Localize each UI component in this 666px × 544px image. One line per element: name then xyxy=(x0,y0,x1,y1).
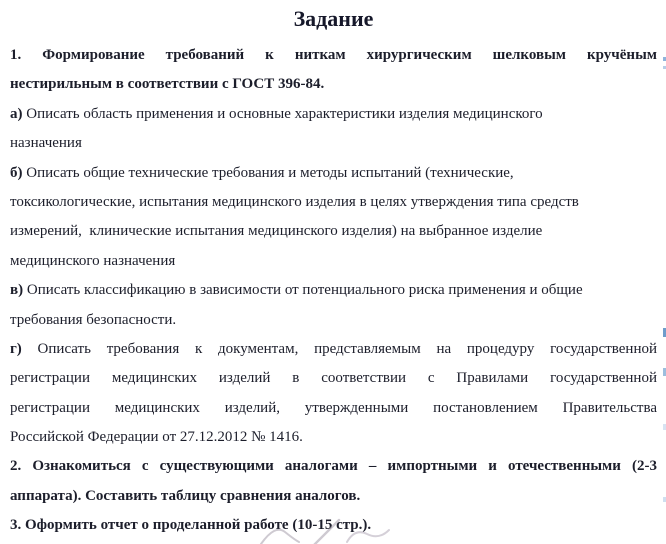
document-line xyxy=(10,423,657,452)
document-line xyxy=(10,335,657,364)
line-text: измерений, клинические испытания медицинского изделия) на выбранное изделие xyxy=(10,223,543,240)
line-text: регистрации медицинских изделий, утвержденными постановлением Правительства xyxy=(10,399,657,416)
document-line xyxy=(10,364,657,393)
document-line xyxy=(10,276,657,305)
line-text: 3. Оформить отчет о проделанной работе (10-15 стр.). xyxy=(10,517,372,534)
document-line xyxy=(10,159,657,188)
document-body xyxy=(10,41,657,541)
line-text: Российской Федерации от 27.12.2012 № 1416. xyxy=(10,429,303,446)
line-marker: в) xyxy=(10,282,24,299)
document-line xyxy=(10,129,657,158)
document-line xyxy=(10,306,657,335)
document-line xyxy=(10,452,657,481)
line-text: медицинского назначения xyxy=(10,252,176,269)
line-text: Описать область применения и основные характеристики изделия медицинского xyxy=(22,105,543,122)
document-line xyxy=(10,482,657,511)
line-marker: г) xyxy=(10,340,22,357)
document-line xyxy=(10,511,657,540)
document-line xyxy=(10,100,657,129)
document-line xyxy=(10,217,657,246)
line-text: регистрации медицинских изделий в соответствии с Правилами государственной xyxy=(10,370,657,387)
line-text: Описать общие технические требования и методы испытаний (технические, xyxy=(22,164,514,181)
line-marker: а) xyxy=(10,105,23,122)
line-text: Описать требования к документам, представляемым на процедуру государственной xyxy=(21,340,657,357)
line-text: токсикологические, испытания медицинского изделия в целях утверждения типа средств xyxy=(10,193,579,210)
document-line xyxy=(10,70,657,99)
line-text: назначения xyxy=(10,135,82,152)
document-line xyxy=(10,188,657,217)
document-line xyxy=(10,247,657,276)
line-marker: б) xyxy=(10,164,23,181)
line-text: Описать классификацию в зависимости от потенциального риска применения и общие xyxy=(23,282,583,299)
line-text: 1. Формирование требований к ниткам хирургическим шелковым кручёным xyxy=(10,47,657,63)
line-text: нестирильным в соответствии с ГОСТ 396-84. xyxy=(10,76,325,93)
line-text: требования безопасности. xyxy=(10,311,177,328)
document-title: Задание xyxy=(293,6,374,31)
document-line xyxy=(10,394,657,423)
line-text: Ознакомиться с существующими аналогами – импортными и отечественными (2-3 xyxy=(21,458,657,475)
document-line xyxy=(10,41,657,70)
line-marker: 2. xyxy=(10,458,22,475)
line-text: аппарата). Составить таблицу сравнения аналогов. xyxy=(10,487,361,504)
